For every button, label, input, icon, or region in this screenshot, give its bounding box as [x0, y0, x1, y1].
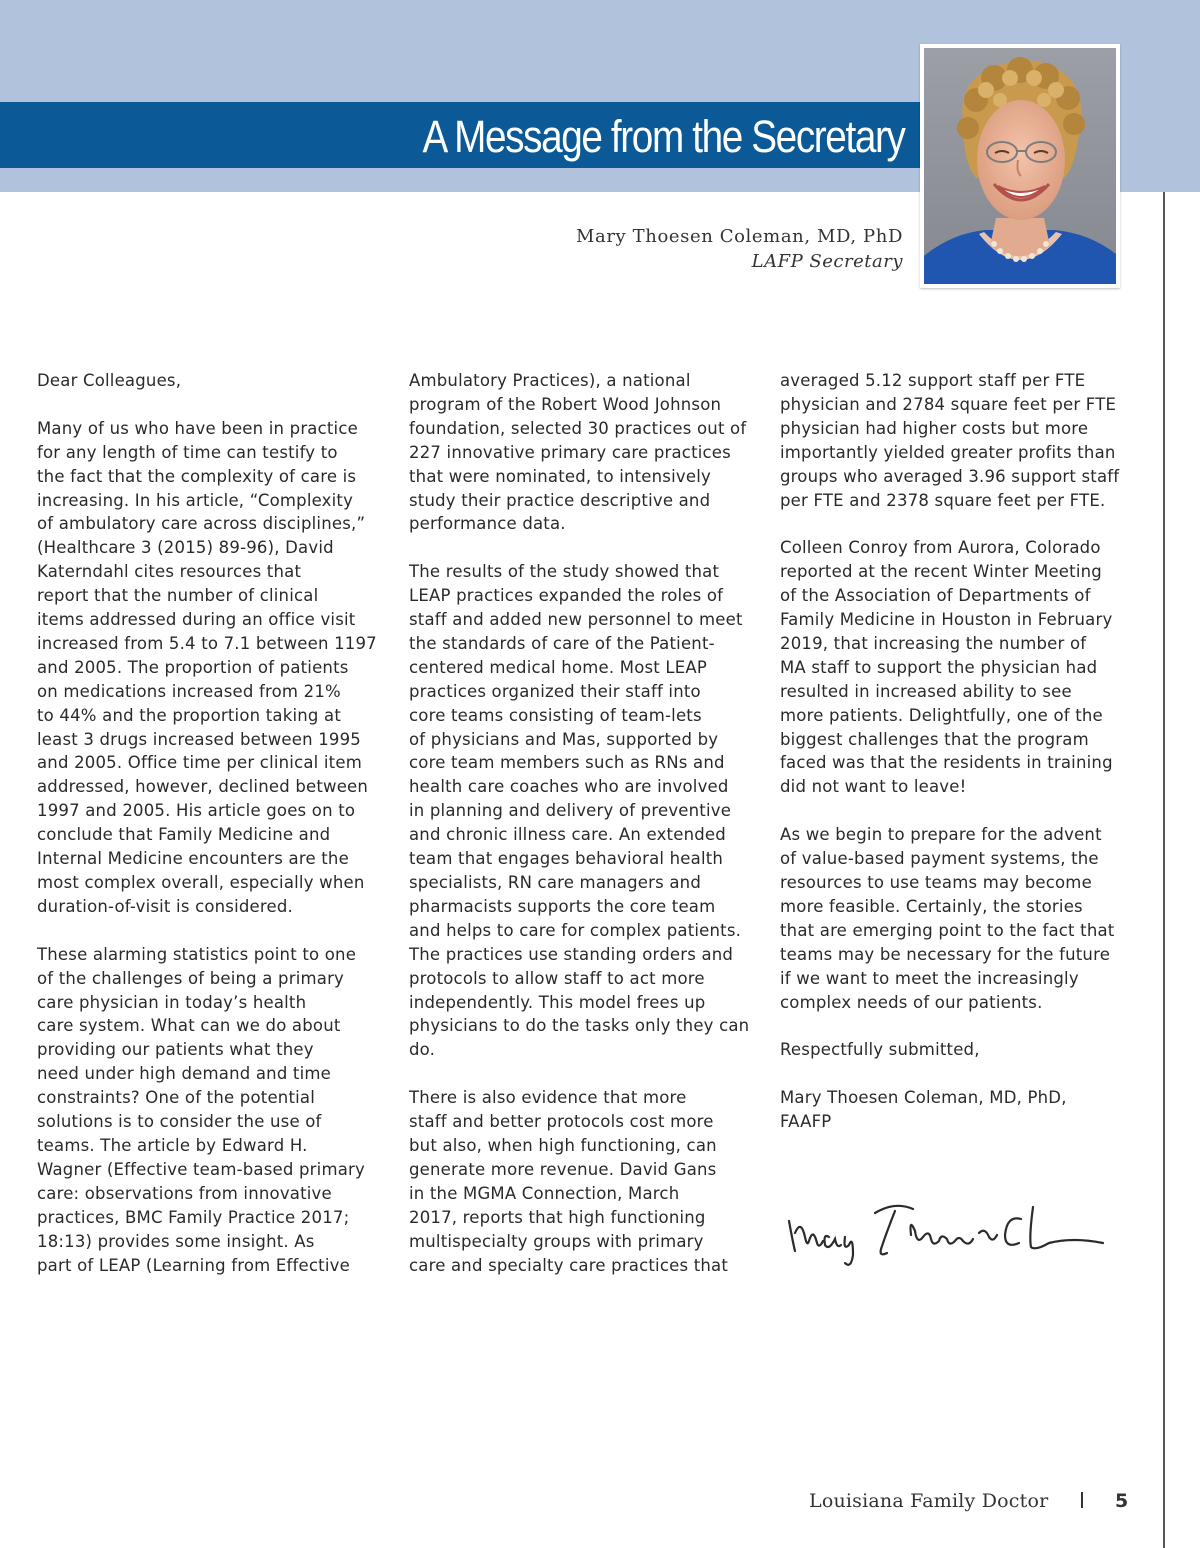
text-line: resources to use teams may become	[780, 873, 1092, 892]
text-line: and 2005. The proportion of patients	[37, 657, 349, 677]
text-line	[409, 536, 763, 560]
text-line: independently. This model frees up	[409, 992, 706, 1012]
text-line: part of LEAP (Learning from Effective	[37, 1255, 350, 1275]
text-line: 1997 and 2005. His article goes on to	[37, 801, 356, 821]
text-line: Many of us who have been in practice	[37, 418, 358, 438]
handwritten-signature	[783, 1197, 1109, 1271]
text-line: care system. What can we do about	[37, 1016, 341, 1036]
text-line: addressed, however, declined between	[37, 777, 369, 797]
text-line: and helps to care for complex patients.	[409, 920, 742, 940]
text-line: of the challenges of being a primary	[37, 968, 345, 988]
text-line: team that engages behavioral health	[409, 849, 724, 869]
text-line: the fact that the complexity of care is	[37, 466, 357, 486]
text-line: and chronic illness care. An extended	[409, 825, 726, 845]
text-line: conclude that Family Medicine and	[37, 825, 331, 845]
text-line: 18:13) provides some insight. As	[37, 1231, 315, 1251]
text-line: centered medical home. Most LEAP	[409, 657, 708, 677]
text-line: in the MGMA Connection, March	[409, 1183, 680, 1203]
text-line: physician and 2784 square feet per FTE	[780, 394, 1117, 414]
text-line: Katerndahl cites resources that	[37, 562, 302, 582]
text-line: (Healthcare 3 (2015) 89-96), David	[37, 538, 334, 558]
text-line: report that the number of clinical	[37, 586, 319, 606]
text-line	[780, 512, 1134, 536]
text-line: increased from 5.4 to 7.1 between 1197	[37, 633, 377, 653]
page-number: 5	[1115, 1490, 1129, 1512]
text-line: core teams consisting of team-lets	[409, 705, 702, 725]
text-line: that are emerging point to the fact that	[780, 920, 1115, 940]
text-line: complex needs of our patients.	[780, 992, 1043, 1012]
text-column-1	[37, 369, 391, 1277]
text-line: duration-of-visit is considered.	[37, 896, 293, 916]
text-line: pharmacists supports the core team	[409, 896, 716, 916]
text-line: 2017, reports that high functioning	[409, 1207, 706, 1227]
text-line: faced was that the residents in training	[780, 753, 1113, 773]
text-line: least 3 drugs increased between 1995	[37, 729, 361, 749]
text-line: 227 innovative primary care practices	[409, 442, 731, 462]
text-line: multispecialty groups with primary	[409, 1231, 704, 1251]
text-line: for any length of time can testify to	[37, 442, 338, 462]
text-line: 2019, that increasing the number of	[780, 633, 1087, 653]
text-line: Dear Colleagues,	[37, 371, 182, 390]
text-line: but also, when high functioning, can	[409, 1135, 717, 1155]
text-line: core team members such as RNs and	[409, 753, 725, 773]
text-line: most complex overall, especially when	[37, 873, 365, 893]
text-line: LEAP practices expanded the roles of	[409, 586, 724, 606]
text-line: Respectfully submitted,	[780, 1040, 980, 1060]
text-line: Wagner (Effective team-based primary	[37, 1159, 365, 1179]
text-line: care physician in today’s health	[37, 992, 307, 1012]
text-line: that were nominated, to intensively	[409, 466, 711, 486]
text-line: providing our patients what they	[37, 1040, 314, 1060]
text-line: Colleen Conroy from Aurora, Colorado	[780, 538, 1101, 558]
text-line: physicians to do the tasks only they can	[409, 1016, 750, 1036]
text-line: of physicians and Mas, supported by	[409, 729, 719, 749]
author-name: Mary Thoesen Coleman, MD, PhD	[575, 226, 903, 247]
text-line: protocols to allow staff to act more	[409, 968, 705, 988]
text-line	[409, 1062, 763, 1086]
page-title: A Message from the Secretary	[421, 111, 904, 162]
text-line: in planning and delivery of preventive	[409, 801, 732, 821]
text-line: resulted in increased ability to see	[780, 681, 1072, 701]
text-column-2	[409, 369, 763, 1277]
text-line: FAAFP	[780, 1112, 832, 1132]
title-bar	[0, 102, 922, 168]
text-line: of ambulatory care across disciplines,”	[37, 514, 366, 534]
text-line: The results of the study showed that	[409, 562, 720, 582]
text-line: groups who averaged 3.96 support staff	[780, 466, 1120, 486]
text-line: constraints? One of the potential	[37, 1088, 316, 1108]
text-line: Ambulatory Practices), a national	[409, 371, 691, 390]
text-line: of the Association of Departments of	[780, 586, 1091, 606]
text-line: teams. The article by Edward H.	[37, 1135, 308, 1155]
text-line: program of the Robert Wood Johnson	[409, 394, 722, 414]
text-line: foundation, selected 30 practices out of	[409, 418, 747, 438]
text-line: reported at the recent Winter Meeting	[780, 562, 1102, 582]
text-line: physician had higher costs but more	[780, 418, 1089, 438]
page-footer	[809, 1486, 1139, 1516]
text-line: study their practice descriptive and	[409, 490, 711, 510]
text-line	[780, 1014, 1134, 1038]
text-line: staff and added new personnel to meet	[409, 610, 743, 630]
text-line: care: observations from innovative	[37, 1183, 332, 1203]
text-line: As we begin to prepare for the advent	[780, 825, 1102, 845]
text-line: performance data.	[409, 514, 566, 534]
text-line: more feasible. Certainly, the stories	[780, 896, 1083, 916]
text-line: MA staff to support the physician had	[780, 657, 1098, 677]
portrait-photo	[920, 44, 1120, 288]
text-line: The practices use standing orders and	[409, 944, 734, 964]
text-line: the standards of care of the Patient-	[409, 633, 715, 653]
text-line: do.	[409, 1040, 436, 1060]
text-line: on medications increased from 21%	[37, 681, 341, 701]
text-line: need under high demand and time	[37, 1064, 332, 1084]
text-line	[37, 393, 391, 417]
text-line: importantly yielded greater profits than	[780, 442, 1116, 462]
text-line: practices organized their staff into	[409, 681, 701, 701]
portrait-illustration	[924, 48, 1116, 284]
author-byline	[576, 224, 903, 274]
footer-separator	[1081, 1492, 1083, 1508]
text-line: There is also evidence that more	[409, 1088, 687, 1108]
right-margin-rule	[1163, 192, 1165, 1548]
text-line: averaged 5.12 support staff per FTE	[780, 371, 1086, 390]
text-line: more patients. Delightfully, one of the	[780, 705, 1103, 725]
text-line: and 2005. Office time per clinical item	[37, 753, 362, 773]
text-line: generate more revenue. David Gans	[409, 1159, 717, 1179]
text-line: increasing. In his article, “Complexity	[37, 490, 354, 510]
text-line	[780, 799, 1134, 823]
text-line: teams may be necessary for the future	[780, 944, 1111, 964]
text-line	[37, 919, 391, 943]
text-column-3	[780, 369, 1134, 1134]
text-line: practices, BMC Family Practice 2017;	[37, 1207, 350, 1227]
text-line: per FTE and 2378 square feet per FTE.	[780, 490, 1106, 510]
publication-name: Louisiana Family Doctor	[809, 1490, 1049, 1512]
text-line: specialists, RN care managers and	[409, 873, 702, 893]
text-line: did not want to leave!	[780, 777, 967, 797]
text-line: of value-based payment systems, the	[780, 849, 1099, 869]
text-line: to 44% and the proportion taking at	[37, 705, 342, 725]
text-line: if we want to meet the increasingly	[780, 968, 1079, 988]
text-line: staff and better protocols cost more	[409, 1112, 714, 1132]
text-line: These alarming statistics point to one	[37, 944, 357, 964]
text-line: items addressed during an office visit	[37, 610, 356, 630]
text-line	[780, 1062, 1134, 1086]
text-line: care and specialty care practices that	[409, 1255, 729, 1275]
text-line: Family Medicine in Houston in February	[780, 610, 1113, 630]
text-line: Mary Thoesen Coleman, MD, PhD,	[780, 1088, 1067, 1108]
text-line: Internal Medicine encounters are the	[37, 849, 349, 869]
text-line: health care coaches who are involved	[409, 777, 729, 797]
author-role: LAFP Secretary	[751, 251, 903, 272]
text-line: solutions is to consider the use of	[37, 1112, 322, 1132]
text-line: biggest challenges that the program	[780, 729, 1089, 749]
